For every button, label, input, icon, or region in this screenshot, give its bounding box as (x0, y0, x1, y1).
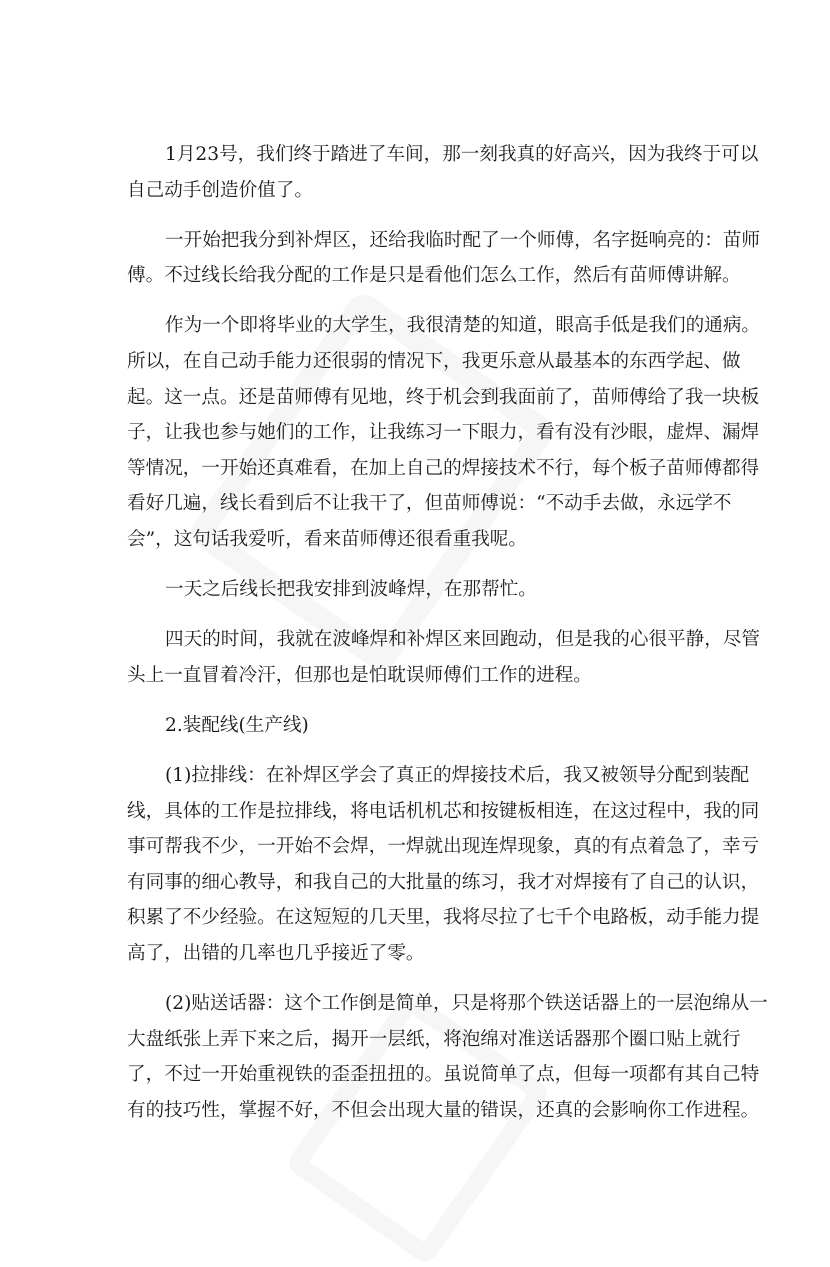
text-line: 头上一直冒着冷汗，但那也是怕耽误师傅们工作的进程。 (127, 664, 592, 686)
text-line: 傅。不过线长给我分配的工作是只是看他们怎么工作，然后有苗师傅讲解。 (127, 265, 741, 287)
text-line: 四天的时间，我就在波峰焊和补焊区来回跑动，但是我的心很平静，尽管 (165, 629, 761, 651)
text-line: 会”，这句话我爱听，看来苗师傅还很看重我呢。 (127, 528, 527, 550)
text-line: 1月23号，我们终于踏进了车间，那一刻我真的好高兴，因为我终于可以 (165, 144, 759, 165)
section-heading (127, 708, 698, 744)
paragraph (127, 986, 768, 1128)
text-line: 线，具体的工作是拉排线，将电话机机芯和按键板相连，在这过程中，我的同 (127, 800, 760, 822)
text-line: 起。这一点。还是苗师傅有见地，终于机会到我面前了，苗师傅给了我一块板 (127, 386, 760, 408)
text-line: 所以，在自己动手能力还很弱的情况下，我更乐意从最基本的东西学起、做 (127, 350, 741, 372)
paragraph (127, 572, 698, 608)
text-line: 等情况，一开始还真难看，在加上自己的焊接技术不行，每个板子苗师傅都得 (127, 457, 760, 479)
text-line: (1)拉排线：在补焊区学会了真正的焊接技术后，我又被领导分配到装配 (165, 764, 750, 786)
paragraph (127, 308, 761, 557)
paragraph (127, 223, 761, 294)
text-line: 有的技巧性，掌握不好，不但会出现大量的错误，还真的会影响你工作进程。 (127, 1099, 760, 1121)
text-line: 一开始把我分到补焊区，还给我临时配了一个师傅，名字挺响亮的：苗师 (165, 229, 761, 251)
paragraph (127, 137, 759, 208)
text-line: 自己动手创造价值了。 (127, 179, 313, 201)
paragraph (127, 622, 761, 693)
text-line: 子，让我也参与她们的工作，让我练习一下眼力，看有没有沙眼，虚焊、漏焊 (127, 422, 760, 444)
text-line: 看好几遍，线长看到后不让我干了，但苗师傅说：“不动手去做，永远学不 (127, 493, 732, 515)
document-body (127, 137, 768, 1143)
paragraph (127, 758, 760, 972)
text-line: 作为一个即将毕业的大学生，我很清楚的知道，眼高手低是我们的通病。 (165, 315, 761, 337)
text-line: 积累了不少经验。在这短短的几天里，我将尽拉了七千个电路板，动手能力提 (127, 907, 760, 929)
text-line: 有同事的细心教导，和我自己的大批量的练习，我才对焊接有了自己的认识， (127, 871, 760, 893)
text-line: 大盘纸张上弄下来之后，揭开一层纸，将泡绵对准送话器那个圈口贴上就行 (127, 1028, 741, 1050)
text-line: 2.装配线(生产线) (165, 714, 309, 736)
text-line: (2)贴送话器：这个工作倒是简单，只是将那个铁送话器上的一层泡绵从一 (165, 992, 768, 1014)
text-line: 高了，出错的几率也几乎接近了零。 (127, 942, 425, 964)
text-line: 事可帮我不少，一开始不会焊，一焊就出现连焊现象，真的有点着急了，幸亏 (127, 836, 760, 858)
text-line: 一天之后线长把我安排到波峰焊，在那帮忙。 (165, 579, 537, 601)
text-line: 了，不过一开始重视铁的歪歪扭扭的。虽说简单了点，但每一项都有其自己特 (127, 1064, 760, 1086)
